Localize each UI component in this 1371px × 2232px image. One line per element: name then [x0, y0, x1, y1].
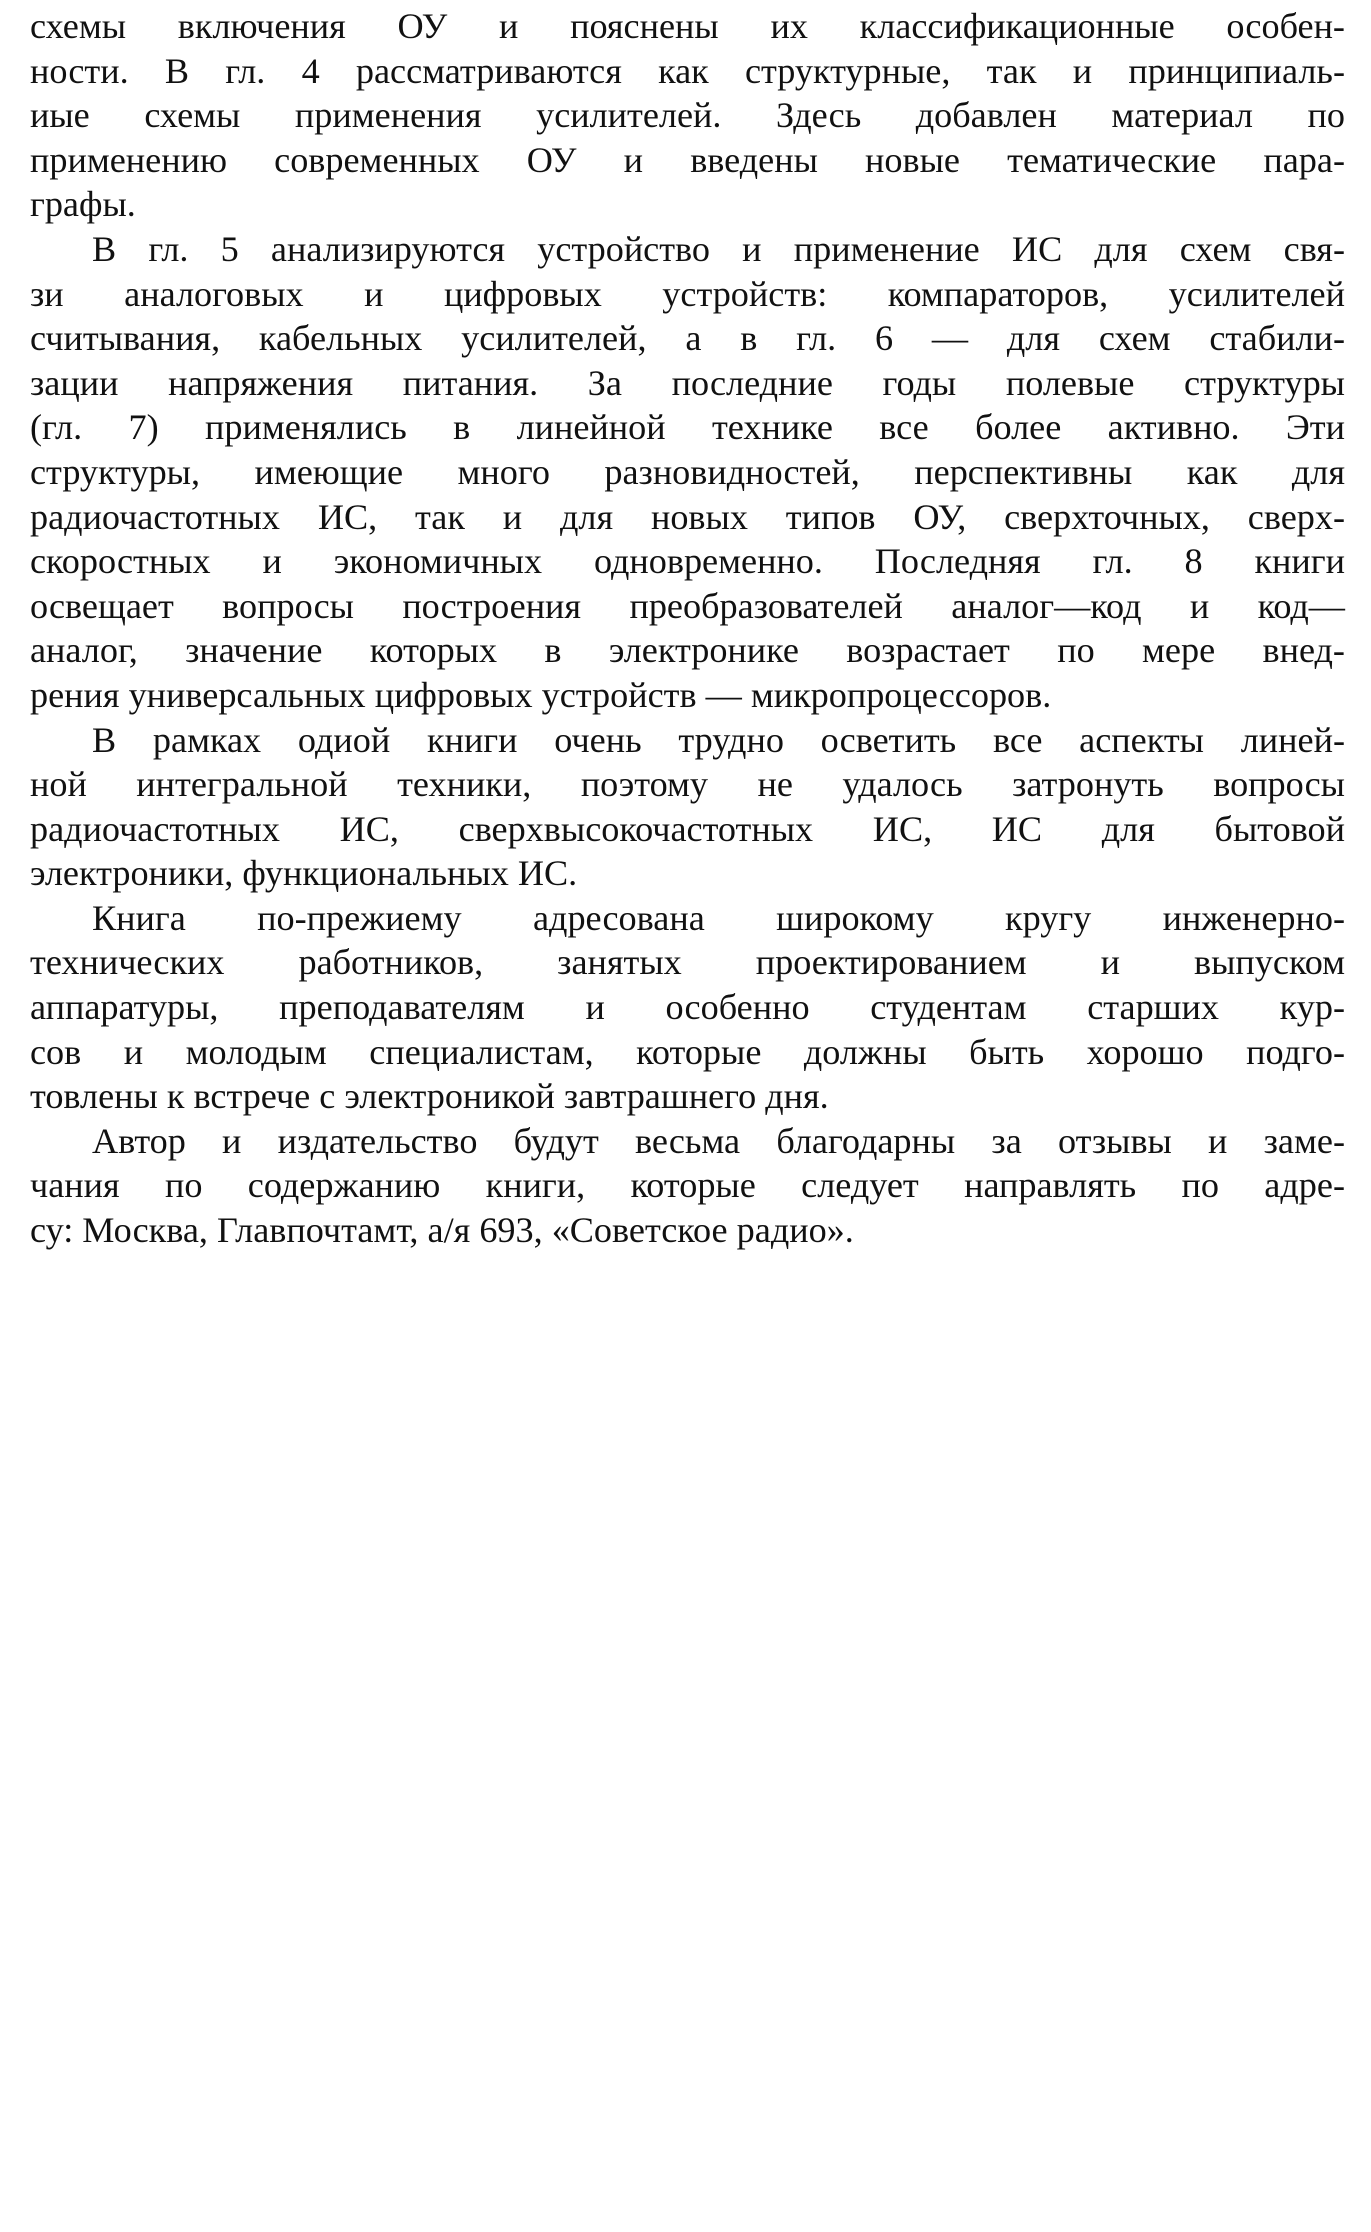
text-line: су: Москва, Главпочтамт, а/я 693, «Советское радио». [30, 1210, 854, 1251]
paragraph-chapters-1-4 [30, 4, 1345, 227]
text-line: Автор и издательство будут весьма благодарны за отзывы и заме- [92, 1120, 1345, 1161]
text-line: ности. В гл. 4 рассматриваются как структурные, так и принципиаль- [30, 50, 1345, 91]
text-line: считывания, кабельных усилителей, а в гл. 6 — для схем стабили- [30, 318, 1345, 359]
text-line: зации напряжения питания. За последние годы полевые структуры [30, 362, 1345, 403]
text-line: ной интегральной техники, поэтому не удалось затронуть вопросы [30, 764, 1345, 805]
book-page-text [30, 4, 1345, 1253]
text-line: электроники, функциональных ИС. [30, 853, 578, 894]
text-line: Книга по-прежиему адресована широкому кругу инженерно- [92, 897, 1345, 938]
text-line: скоростных и экономичных одновременно. Последняя гл. 8 книги [30, 541, 1345, 582]
text-line: графы. [30, 184, 136, 225]
paragraph-chapters-5-8 [30, 227, 1345, 718]
text-line: освещает вопросы построения преобразователей аналог—код и код— [30, 585, 1345, 626]
text-line: радиочастотных ИС, так и для новых типов ОУ, сверхточных, сверх- [30, 496, 1345, 537]
text-line: зи аналоговых и цифровых устройств: компараторов, усилителей [30, 273, 1345, 314]
text-line: рения универсальных цифровых устройств — микропроцессоров. [30, 674, 1052, 715]
text-line: применению современных ОУ и введены новые тематические пара- [30, 139, 1345, 180]
text-line: В гл. 5 анализируются устройство и применение ИС для схем свя- [92, 228, 1345, 269]
text-line: технических работников, занятых проектированием и выпуском [30, 942, 1345, 983]
text-line: чания по содержанию книги, которые следует направлять по адре- [30, 1165, 1345, 1206]
text-line: (гл. 7) применялись в линейной технике все более активно. Эти [30, 407, 1345, 448]
text-line: радиочастотных ИС, сверхвысокочастотных ИС, ИС для бытовой [30, 808, 1345, 849]
text-line: структуры, имеющие много разновидностей, перспективны как для [30, 451, 1345, 492]
paragraph-feedback-address [30, 1119, 1345, 1253]
text-line: иые схемы применения усилителей. Здесь добавлен материал по [30, 95, 1345, 136]
paragraph-audience [30, 896, 1345, 1119]
text-line: схемы включения ОУ и пояснены их классификационные особен- [30, 6, 1345, 46]
text-line: аппаратуры, преподавателям и особенно студентам старших кур- [30, 987, 1345, 1028]
text-line: В рамках одиой книги очень трудно осветить все аспекты линей- [92, 719, 1345, 760]
text-line: аналог, значение которых в электронике возрастает по мере внед- [30, 630, 1345, 671]
text-line: сов и молодым специалистам, которые должны быть хорошо подго- [30, 1031, 1345, 1072]
text-line: товлены к встрече с электроникой завтрашнего дня. [30, 1076, 829, 1117]
paragraph-scope-limits [30, 718, 1345, 896]
